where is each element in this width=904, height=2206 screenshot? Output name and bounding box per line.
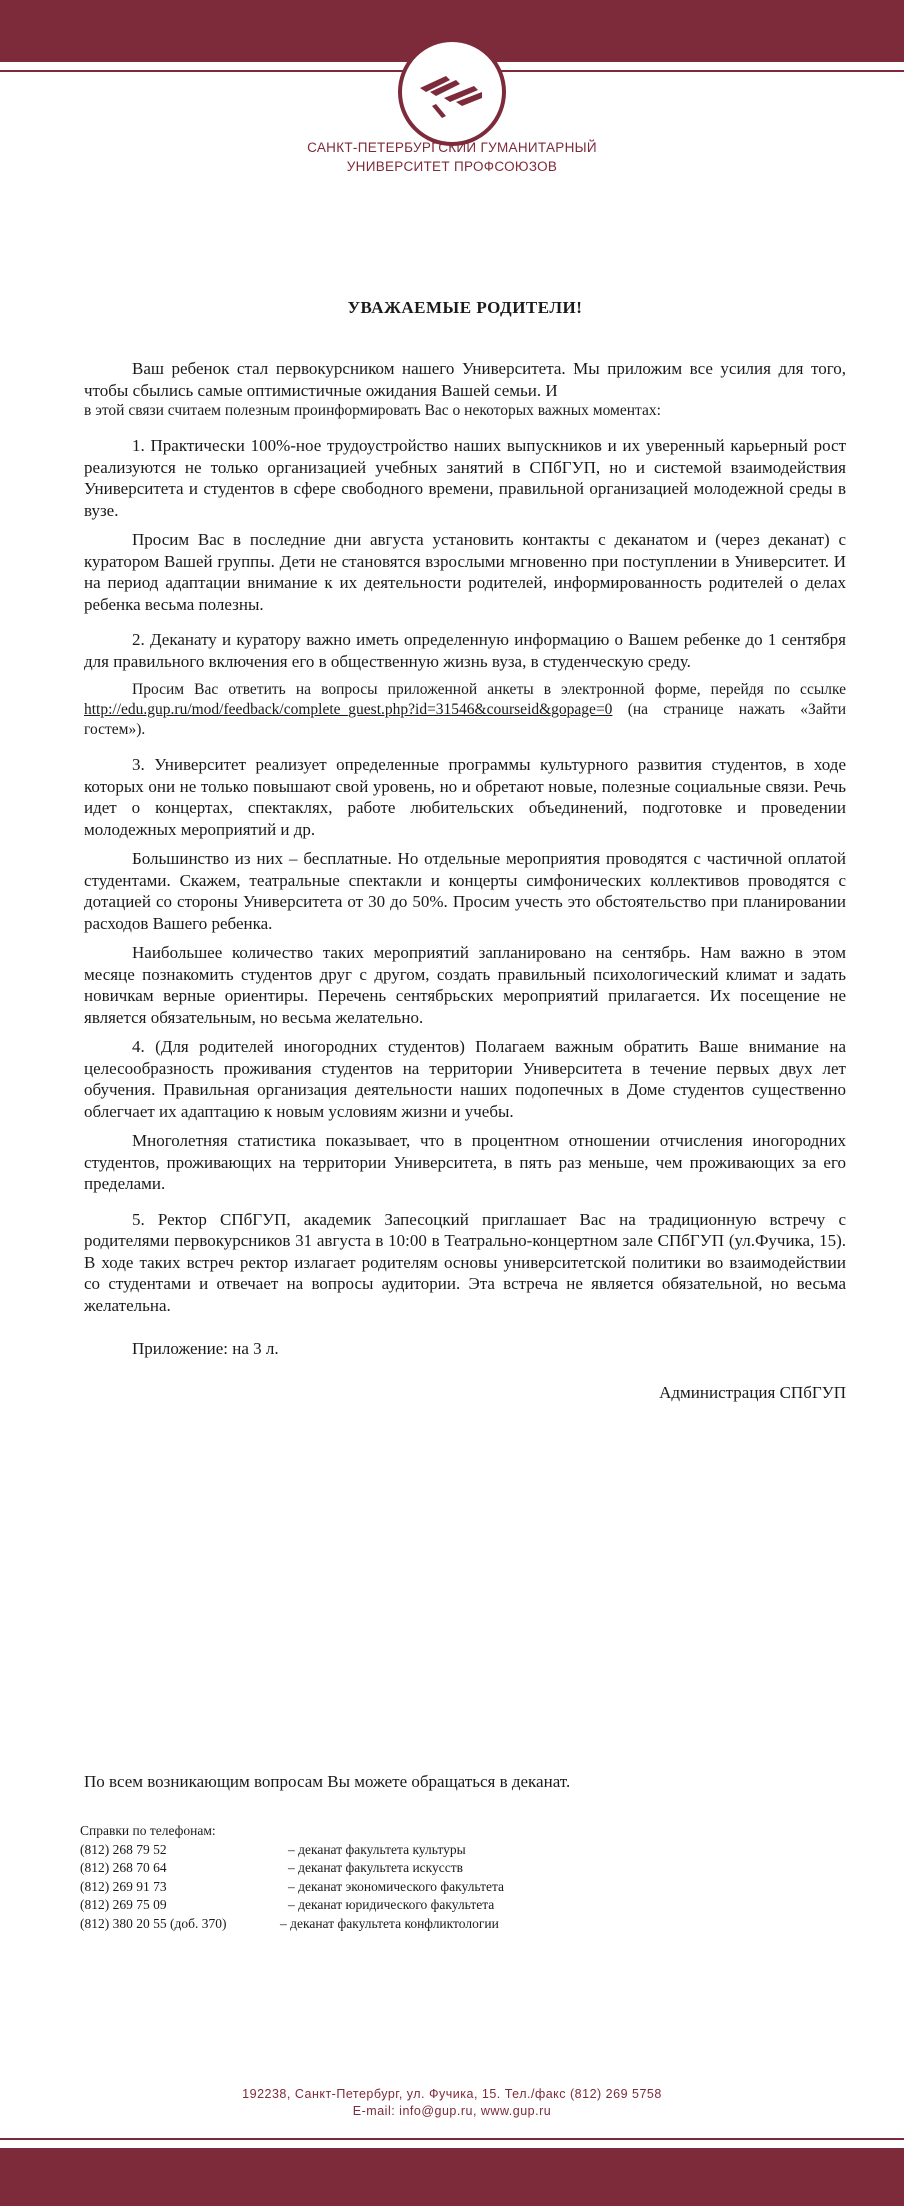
university-logo xyxy=(398,38,506,146)
footer-email: E-mail: info@gup.ru, www.gup.ru xyxy=(352,2104,552,2118)
paragraph-2b-note: (на странице нажать «Зайти гостем»). xyxy=(84,701,847,738)
paragraph-2b-text: Просим Вас ответить на вопросы приложенной анкеты в электронной форме, перейдя по ссылке xyxy=(132,681,846,698)
university-name-line1: САНКТ-ПЕТЕРБУРГСКИЙ ГУМАНИТАРНЫЙ xyxy=(307,140,597,155)
footer-rule xyxy=(0,2138,904,2140)
contact-phone: (812) 269 75 09 xyxy=(80,1897,167,1912)
university-logo-icon xyxy=(416,58,488,128)
paragraph-1b: Просим Вас в последние дни августа установить контакты с деканатом и (через деканат) с куратором Вашей группы. Дети не становятся взрослыми мгновенно при поступлении в Университет. И на период адаптации внимание к их деятельности родителей, информированность родителей о делах ребенка весьма полезны. xyxy=(84,530,846,614)
paragraph-4b: Многолетняя статистика показывает, что в процентном отношении отчисления иногородних студентов, проживающих на территории Университета, в пять раз меньше, чем проживающих за его пределами. xyxy=(84,1131,846,1193)
paragraph-intro: Ваш ребенок стал первокурсником нашего Университета. Мы приложим все усилия для того, чтобы сбылись самые оптимистичные ожидания Вашей семьи. И xyxy=(84,359,846,400)
contact-phone: (812) 269 91 73 xyxy=(80,1878,167,1894)
contact-dept: – деканат юридического факультета xyxy=(288,1897,495,1912)
contact-phone: (812) 268 70 64 xyxy=(80,1860,167,1875)
contact-row xyxy=(80,1896,504,1915)
footer-band xyxy=(0,2148,904,2206)
contacts-intro: По всем возникающим вопросам Вы можете обращаться в деканат. xyxy=(84,1772,571,1791)
contact-dept: – деканат факультета культуры xyxy=(288,1841,466,1857)
contact-phone: (812) 268 79 52 xyxy=(80,1841,167,1857)
contact-dept: – деканат экономического факультета xyxy=(288,1878,505,1894)
contact-row xyxy=(80,1878,504,1897)
footer-address: 192238, Санкт-Петербург, ул. Фучика, 15. Тел./факс (812) 269 5758 xyxy=(242,2087,662,2101)
paragraph-4: 4. (Для родителей иногородних студентов) Полагаем важным обратить Ваше внимание на целесообразность проживания студентов на территории Университета в течение первых двух лет обучения. Правильная организация деятельности наших подопечных в Доме студентов существенно облегчает их адаптацию к новым условиям жизни и учебы. xyxy=(84,1037,846,1121)
letter-title: УВАЖАЕМЫЕ РОДИТЕЛИ! xyxy=(347,298,583,317)
contacts-list xyxy=(80,1822,504,1933)
contact-dept: – деканат факультета конфликтологии xyxy=(280,1915,499,1931)
paragraph-3: 3. Университет реализует определенные программы культурного развития студентов, в ходе которых они не только повышают свой уровень, но и обретают новые, полезные социальные связи. Речь идет о концертах, спектаклях, работе любительских объединений, подготовке и проведении молодежных мероприятий и др. xyxy=(84,755,846,839)
appendix-note: Приложение: на 3 л. xyxy=(132,1339,279,1358)
university-name-line2: УНИВЕРСИТЕТ ПРОФСОЮЗОВ xyxy=(346,159,558,174)
footer-contacts xyxy=(0,2086,904,2120)
signature: Администрация СПбГУП xyxy=(659,1382,846,1402)
contact-phone: (812) 380 20 55 (доб. 370) xyxy=(80,1915,227,1931)
university-name xyxy=(0,138,904,176)
contact-row xyxy=(80,1859,504,1878)
contact-row xyxy=(80,1915,504,1934)
paragraph-2: 2. Деканату и куратору важно иметь определенную информацию о Вашем ребенке до 1 сентября для правильного включения его в общественную жизнь вуза, в студенческую среду. xyxy=(84,630,846,671)
paragraph-5: 5. Ректор СПбГУП, академик Запесоцкий приглашает Вас на традиционную встречу с родителями первокурсников 31 августа в 10:00 в Театрально-концертном зале СПбГУП (ул.Фучика, 15). В ходе таких встреч ректор излагает родителям основы университетской политики во взаимодействии со студентами и отвечает на вопросы аудитории. Эта встреча не является обязательной, но весьма желательна. xyxy=(84,1209,846,1315)
paragraph-1: 1. Практически 100%-ное трудоустройство наших выпускников и их уверенный карьерный рост реализуются не только организацией учебных занятий в СПбГУП, но и системой взаимодействия Университета и студентов в сфере свободного времени, правильной организацией молодежной среды в вузе. xyxy=(84,436,846,520)
paragraph-3b: Большинство из них – бесплатные. Но отдельные мероприятия проводятся с частичной оплатой студентами. Скажем, театральные спектакли и концерты симфонических коллективов проводятся с дотацией со стороны Университета от 30 до 50%. Просим учесть это обстоятельство при планировании расходов Вашего ребенка. xyxy=(84,849,846,933)
contact-row xyxy=(80,1841,504,1860)
contact-dept: – деканат факультета искусств xyxy=(288,1860,464,1875)
paragraph-3c: Наибольшее количество таких мероприятий запланировано на сентябрь. Нам важно в этом месяце познакомить студентов друг с другом, создать правильный психологический климат и задать новичкам верные ориентиры. Перечень сентябрьских мероприятий прилагается. Их посещение не является обязательным, но весьма желательно. xyxy=(84,943,846,1027)
contacts-label: Справки по телефонам: xyxy=(80,1823,216,1838)
paragraph-intro-small: в этой связи считаем полезным проинформировать Вас о некоторых важных моментах: xyxy=(84,402,661,419)
letter-body xyxy=(84,298,846,1403)
paragraph-2b xyxy=(84,680,846,740)
survey-link[interactable]: http://edu.gup.ru/mod/feedback/complete_guest.php?id=31546&courseid&gopage=0 xyxy=(84,701,613,718)
